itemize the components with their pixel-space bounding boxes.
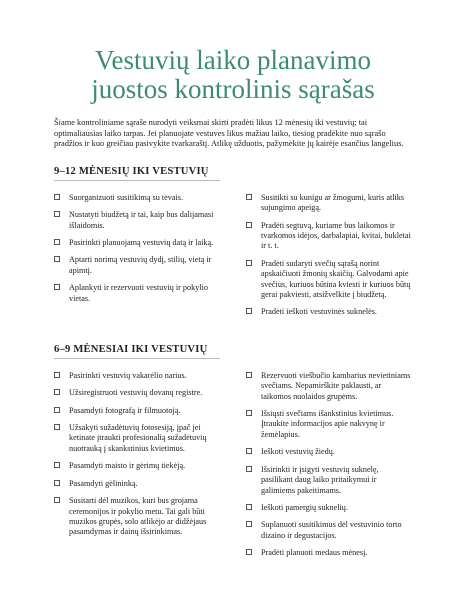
item-label: Nustatyti biudžetą ir tai, kaip bus dalijamasi išlaidomis. [69,210,214,230]
checklist-item[interactable] [54,423,220,454]
item-label: Ieškoti vestuvių žiedų. [261,447,335,457]
item-label: Pasamdyti gėlininką. [69,478,138,488]
checkbox[interactable] [246,194,252,200]
checklist-item[interactable] [54,283,220,304]
checklist-item[interactable] [54,479,220,489]
checkbox[interactable] [246,372,252,378]
item-label: Pradėti segtuvą, kuriame bus laikomos ir tvarkomos idėjos, darbalapiai, kvitai, bukletai ir t. t. [261,220,411,251]
item-label: Ieškoti pamergių suknelių. [261,502,348,512]
item-label: Suorganizuoti susitikimą su tėvais. [69,192,184,202]
checkbox[interactable] [246,410,252,416]
item-label: Pasirinkti planuojamą vestuvių datą ir laiką. [69,238,214,247]
checklist-item[interactable] [54,388,220,398]
checkbox[interactable] [246,549,252,555]
checklist-item[interactable] [54,238,220,248]
checkbox[interactable] [54,239,60,245]
page-title: Vestuvių laiko planavimo juostos kontrolinis sąrašas [91,45,375,104]
checkbox[interactable] [54,372,60,378]
checkbox[interactable] [54,211,60,217]
item-label: Išsiųsti svečiams išankstinius kvietimus. Įtraukite informacijos apie nakvynę ir žemėlapius. [261,409,394,439]
left-column [54,193,220,325]
checkbox[interactable] [246,448,252,454]
checklist-item[interactable] [246,307,412,317]
checkbox[interactable] [246,222,252,228]
checklist-item[interactable] [246,465,412,496]
right-column [246,193,412,325]
item-label: Pradėti planuoti medaus mėnesį. [261,548,368,558]
checklist-item[interactable] [54,255,220,276]
checklist-item[interactable] [246,447,412,457]
item-label: Pradėti ieškoti vestuvinės suknelės. [261,307,377,317]
checklist-item[interactable] [246,221,412,252]
item-label: Aplankyti ir rezervuoti vestuvių ir pokylio vietas. [69,283,208,303]
section-9-12-columns [54,193,412,325]
checkbox[interactable] [246,504,252,510]
item-label: Pasamdyti maisto ir gėrimų tiekėją. [69,461,186,471]
item-label: Užsakyti sužadėtuvių fotosesiją, įpač jei ketinate įtraukti profesionalią sužadėtuvių nuotrauką į skankstinius kvietimus. [69,423,207,453]
checkbox[interactable] [54,284,60,290]
checklist-item[interactable] [54,210,220,231]
item-label: Aptarti norimą vestuvių dydį, stilių, vietą ir apimtį. [69,255,212,275]
checklist-item[interactable] [246,548,412,558]
checklist-item[interactable] [246,520,412,541]
checkbox[interactable] [54,389,60,395]
item-label: Suplanuoti susitikimus dėl vestuvinio torto dizaino ir degustacijos. [261,520,402,540]
checklist-item[interactable] [54,496,220,538]
left-column [54,371,220,566]
section-title-6-9-months: 6–9 MĖNESIAI IKI VESTUVIŲ [54,344,220,359]
checklist-item[interactable] [246,409,412,440]
section-6-9-columns [54,371,412,566]
item-label: Pradėti sudaryti svečių sąrašą norint apskaičiuoti žmonių skaičių. Galvodami apie svečius, kuriuos būtina kviesti ir kuriuos būtų gerai pakviesti, atsižvelkite į biudžetą. [261,258,411,300]
checklist-item[interactable] [54,461,220,471]
item-label: Susitikti su kunigu ar žmogumi, kuris atliks sujungimo apeigą. [261,192,405,213]
section-title-9-12-months: 9–12 MĖNESIŲ IKI VESTUVIŲ [54,166,220,181]
checklist-item[interactable] [246,193,412,214]
item-label: Pasamdyti fotografą ir filmuotoją. [69,405,181,415]
right-column [246,371,412,566]
item-label: Pasirinkti vestuvių vakarėlio narius. [69,370,187,380]
checklist-item[interactable] [54,406,220,416]
checklist-item[interactable] [54,193,220,203]
checkbox[interactable] [54,497,60,503]
checkbox[interactable] [54,462,60,468]
checklist-item[interactable] [246,259,412,301]
intro-paragraph: Šiame kontroliniame sąraše nurodyti veiksmai skirti pradėti likus 12 mėnesių iki vestuvių; tai optimaliausias laiko tarpas. Jei planuojate vestuves likus mažiau laiko, tiesiog pradėkite nuo sąrašo pradžios ir kuo greičiau pasivykite tvarkaraštį. Atlikę užduotis, pažymėkite jų kairėje esančius langelius. [54,118,404,149]
checkbox[interactable] [54,256,60,262]
checklist-item[interactable] [54,371,220,381]
checkbox[interactable] [246,521,252,527]
checkbox[interactable] [54,194,60,200]
item-label: Užsiregistruoti vestuvių dovanų registre. [69,388,203,398]
checkbox[interactable] [54,407,60,413]
checklist-item[interactable] [246,503,412,513]
item-label: Rezervuoti viešbučio kambarius nevietiniams svečiams. Nepamirškite paklausti, ar taikomos nuolaidos grupėms. [261,370,411,401]
checkbox[interactable] [54,480,60,486]
checkbox[interactable] [246,466,252,472]
checkbox[interactable] [246,308,252,314]
checkbox[interactable] [246,260,252,266]
item-label: Išsirinkti ir įsigyti vestuvių suknelę, pasilikant daug laiko pritaikymui ir galimiems pakeitimams. [261,464,379,495]
checklist-item[interactable] [246,371,412,402]
item-label: Susitarti dėl muzikos, kuri bus grojama ceremonijos ir pokylio metu. Tai gali būti muzikos grupės, solo atlikėjo ar didžėjaus pasamdymas ir dainų išsirinkimas. [69,496,207,537]
checkbox[interactable] [54,424,60,430]
